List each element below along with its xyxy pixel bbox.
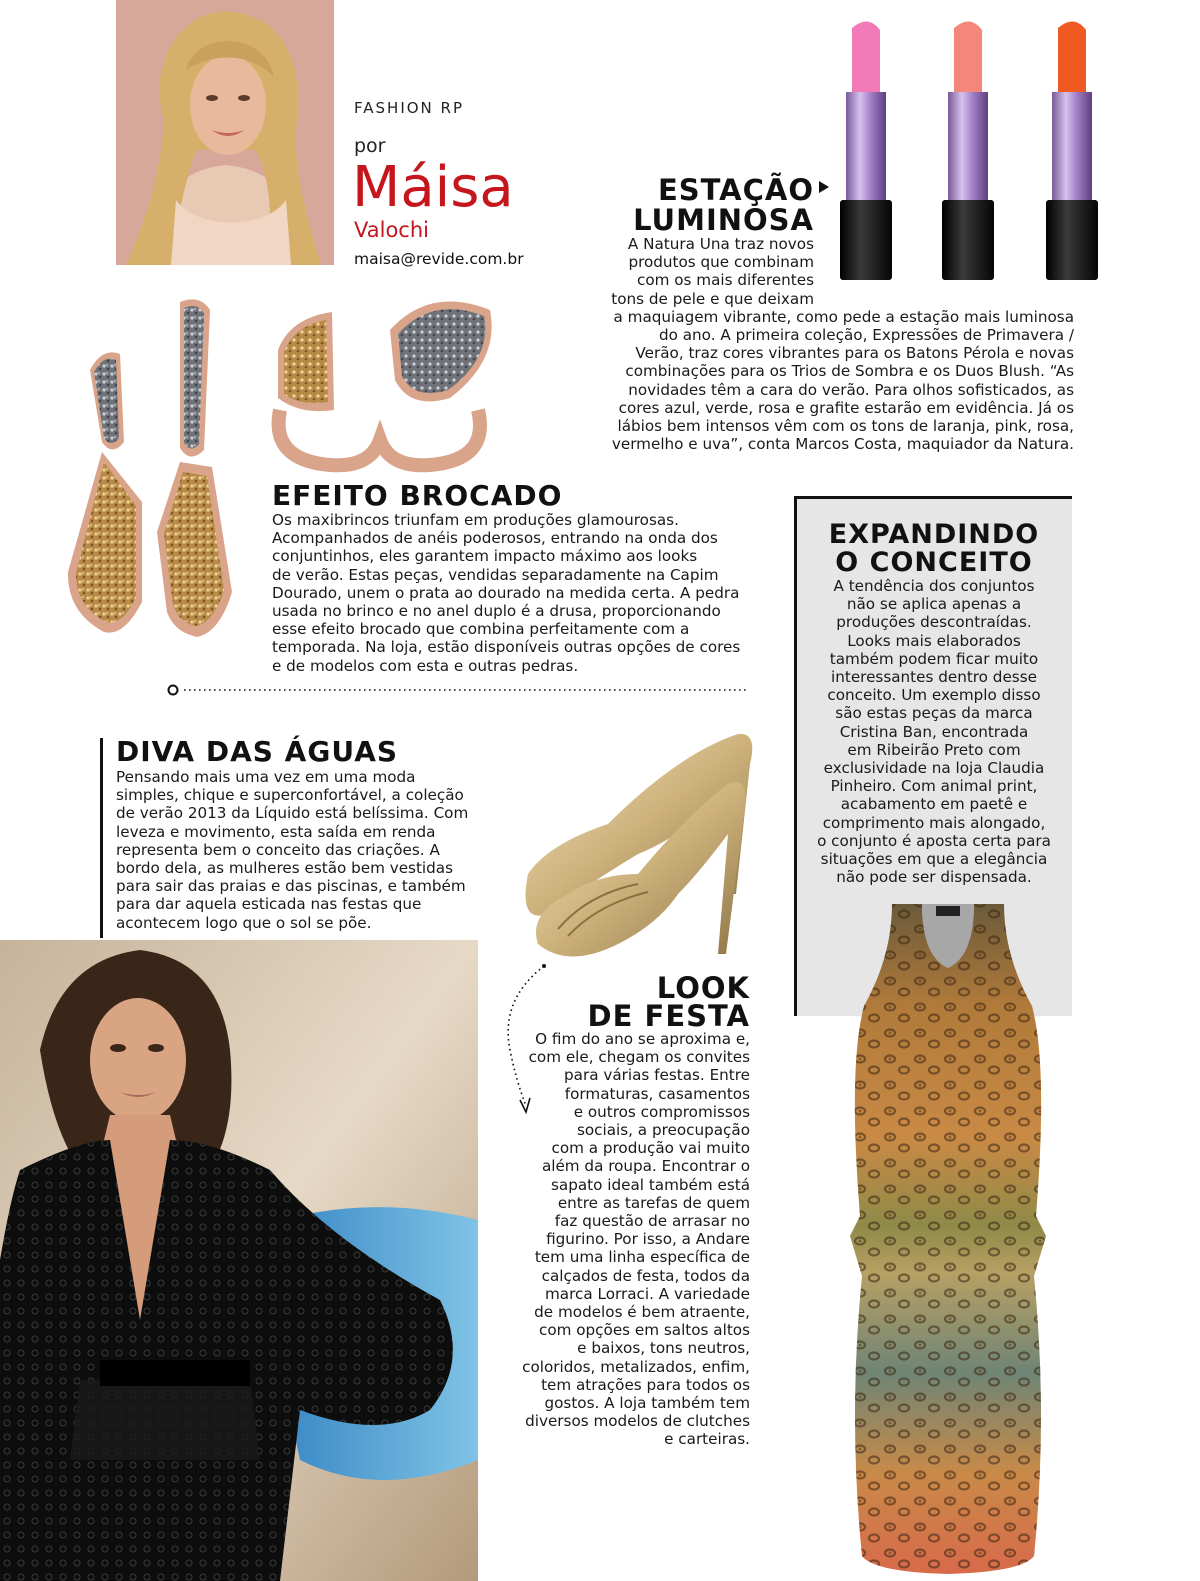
look-line: e baixos, tons neutros,: [577, 1339, 750, 1358]
author-photo: [116, 0, 334, 265]
expandindo-line: A tendência dos conjuntos: [833, 577, 1035, 595]
estacao-title: [560, 175, 814, 235]
look-title-line-2: DE FESTA: [587, 999, 750, 1033]
look-line: O fim do ano se aproxima e,: [535, 1030, 750, 1048]
diva-line: Pensando mais uma vez em uma moda: [116, 768, 416, 786]
efeito-body: [272, 511, 772, 675]
efeito-line: esse efeito brocado que combina perfeitamente com a: [272, 620, 690, 639]
author-last-name: Valochi: [354, 218, 429, 242]
expandindo-title-line-1: EXPANDINDO: [828, 519, 1040, 550]
diva-line: representa bem o conceito das criações. A: [116, 840, 440, 859]
expandindo-line: são estas peças da marca: [835, 704, 1033, 723]
expandindo-line: também podem ficar muito: [829, 649, 1039, 668]
expandindo-line: exclusividade na loja Claudia: [823, 759, 1045, 778]
expandindo-line: comprimento mais alongado,: [822, 813, 1046, 832]
author-first-name: Máisa: [352, 155, 514, 220]
expandindo-line: em Ribeirão Preto com: [847, 740, 1021, 759]
expandindo-body: [798, 577, 1070, 886]
expandindo-title-line-2: O CONCEITO: [835, 547, 1033, 578]
look-line: tem uma linha específica de: [534, 1248, 750, 1267]
expandindo-line: Cristina Ban, encontrada: [839, 722, 1029, 741]
look-line: figurino. Por isso, a Andare: [546, 1230, 750, 1249]
efeito-line: usada no brinco e no anel duplo é a drusa, proporcionando: [272, 602, 721, 621]
estacao-title-line-1: ESTAÇÃO: [657, 173, 814, 207]
efeito-line: de verão. Estas peças, vendidas separadamente na Capim: [272, 565, 719, 584]
diva-line: leveza e movimento, esta saída em renda: [116, 822, 436, 841]
look-line: e outros compromissos: [573, 1102, 750, 1121]
look-line: com opções em saltos altos: [538, 1321, 750, 1340]
arrow-right-icon: [818, 180, 830, 194]
look-title-line-1: LOOK: [656, 971, 750, 1005]
estacao-line: vermelho e uva”, conta Marcos Costa, maquiador da Natura.: [611, 435, 1074, 454]
expandindo-line: não pode ser dispensada.: [836, 868, 1032, 887]
look-line: diversos modelos de clutches: [525, 1412, 750, 1431]
look-line: e carteiras.: [664, 1430, 750, 1449]
efeito-line: Acompanhados de anéis poderosos, entrando na onda dos: [272, 529, 718, 548]
look-line: para várias festas. Entre: [564, 1066, 750, 1085]
diva-title: DIVA DAS ÁGUAS: [116, 735, 399, 768]
diva-body: [116, 768, 476, 932]
expandindo-line: o conjunto é aposta certa para: [817, 831, 1051, 850]
look-line: faz questão de arrasar no: [554, 1212, 750, 1231]
estacao-line: produtos que combinam: [628, 253, 814, 272]
estacao-line: do ano. A primeira coleção, Expressões de Primavera /: [658, 326, 1074, 345]
diva-line: bordo dela, as mulheres estão bem vestidas: [116, 859, 454, 878]
look-line: marca Lorraci. A variedade: [545, 1284, 750, 1303]
estacao-line: Verão, traz cores vibrantes para os Batons Pérola e novas: [635, 344, 1074, 363]
estacao-line: tons de pele e que deixam: [611, 289, 814, 308]
expandindo-title: [800, 521, 1068, 577]
expandindo-line: conceito. Um exemplo disso: [827, 686, 1041, 705]
expandindo-line: Looks mais elaborados: [847, 631, 1021, 650]
diva-line: para sair das praias e das piscinas, e também: [116, 877, 466, 896]
diva-line: para dar aquela esticada nas festas que: [116, 895, 422, 914]
dotted-divider: [166, 683, 750, 697]
expandindo-line: situações em que a elegância: [820, 850, 1048, 869]
diva-line: de verão 2013 da Líquido está belíssima. Com: [116, 804, 469, 823]
estacao-line: novidades têm a cara do verão. Para olhos sofisticados, as: [628, 380, 1074, 399]
estacao-line: lábios bem intensos vêm com os tons de laranja, pink, rosa,: [617, 417, 1074, 436]
look-line: entre as tarefas de quem: [557, 1193, 750, 1212]
expandindo-line: Pinheiro. Com animal print,: [830, 777, 1038, 796]
look-line: tem atrações para todos os: [541, 1375, 750, 1394]
look-line: com a produção vai muito: [551, 1139, 750, 1158]
model-photo: [0, 940, 478, 1581]
estacao-line: A Natura Una traz novos: [627, 235, 814, 253]
look-line: sapato ideal também está: [551, 1175, 750, 1194]
efeito-line: conjuntinhos, eles garantem impacto máximo aos looks: [272, 547, 698, 566]
author-email[interactable]: maisa@revide.com.br: [354, 250, 524, 268]
look-line: coloridos, metalizados, enfim,: [522, 1357, 750, 1376]
look-line: com ele, chegam os convites: [528, 1048, 750, 1067]
earrings-image: [62, 292, 270, 667]
estacao-title-line-2: LUMINOSA: [633, 203, 814, 237]
look-line: de modelos é bem atraente,: [534, 1303, 750, 1322]
diva-rule: [100, 738, 103, 938]
look-line: além da roupa. Encontrar o: [541, 1157, 750, 1176]
expandindo-line: acabamento em paetê e: [840, 795, 1028, 814]
look-line: gostos. A loja também tem: [544, 1394, 750, 1413]
expandindo-line: não se aplica apenas a: [846, 595, 1022, 614]
shoes-image: [488, 724, 778, 974]
look-line: formaturas, casamentos: [564, 1084, 750, 1103]
look-body: [500, 1030, 750, 1449]
efeito-line: Os maxibrincos triunfam em produções glamourosas.: [272, 511, 679, 529]
expandindo-line: produções descontraídas.: [836, 613, 1032, 632]
dress-image: [822, 896, 1074, 1576]
estacao-line: com os mais diferentes: [637, 271, 814, 290]
ring-image: [260, 290, 510, 480]
estacao-line: cores azul, verde, rosa e grafite estarão em evidência. Já os: [618, 398, 1074, 417]
diva-line: simples, chique e superconfortável, a coleção: [116, 786, 464, 805]
diva-line: acontecem logo que o sol se põe.: [116, 913, 372, 932]
expandindo-line: interessantes dentro desse: [831, 668, 1037, 687]
efeito-line: e de modelos com esta e outras pedras.: [272, 656, 579, 675]
byline-por: por: [354, 135, 386, 157]
look-line: calçados de festa, todos da: [541, 1266, 750, 1285]
efeito-line: Dourado, unem o prata ao dourado na medida certa. A pedra: [272, 583, 740, 602]
look-title: [560, 971, 750, 1033]
look-line: sociais, a preocupação: [576, 1121, 750, 1140]
estacao-line: a maquiagem vibrante, como pede a estação mais luminosa: [613, 307, 1074, 326]
efeito-title: EFEITO BROCADO: [272, 479, 563, 512]
estacao-line: combinações para os Trios de Sombra e os Duos Blush. “As: [625, 362, 1074, 381]
efeito-line: temporada. Na loja, estão disponíveis outras opções de cores: [272, 638, 741, 657]
column-kicker: FASHION RP: [354, 99, 464, 117]
